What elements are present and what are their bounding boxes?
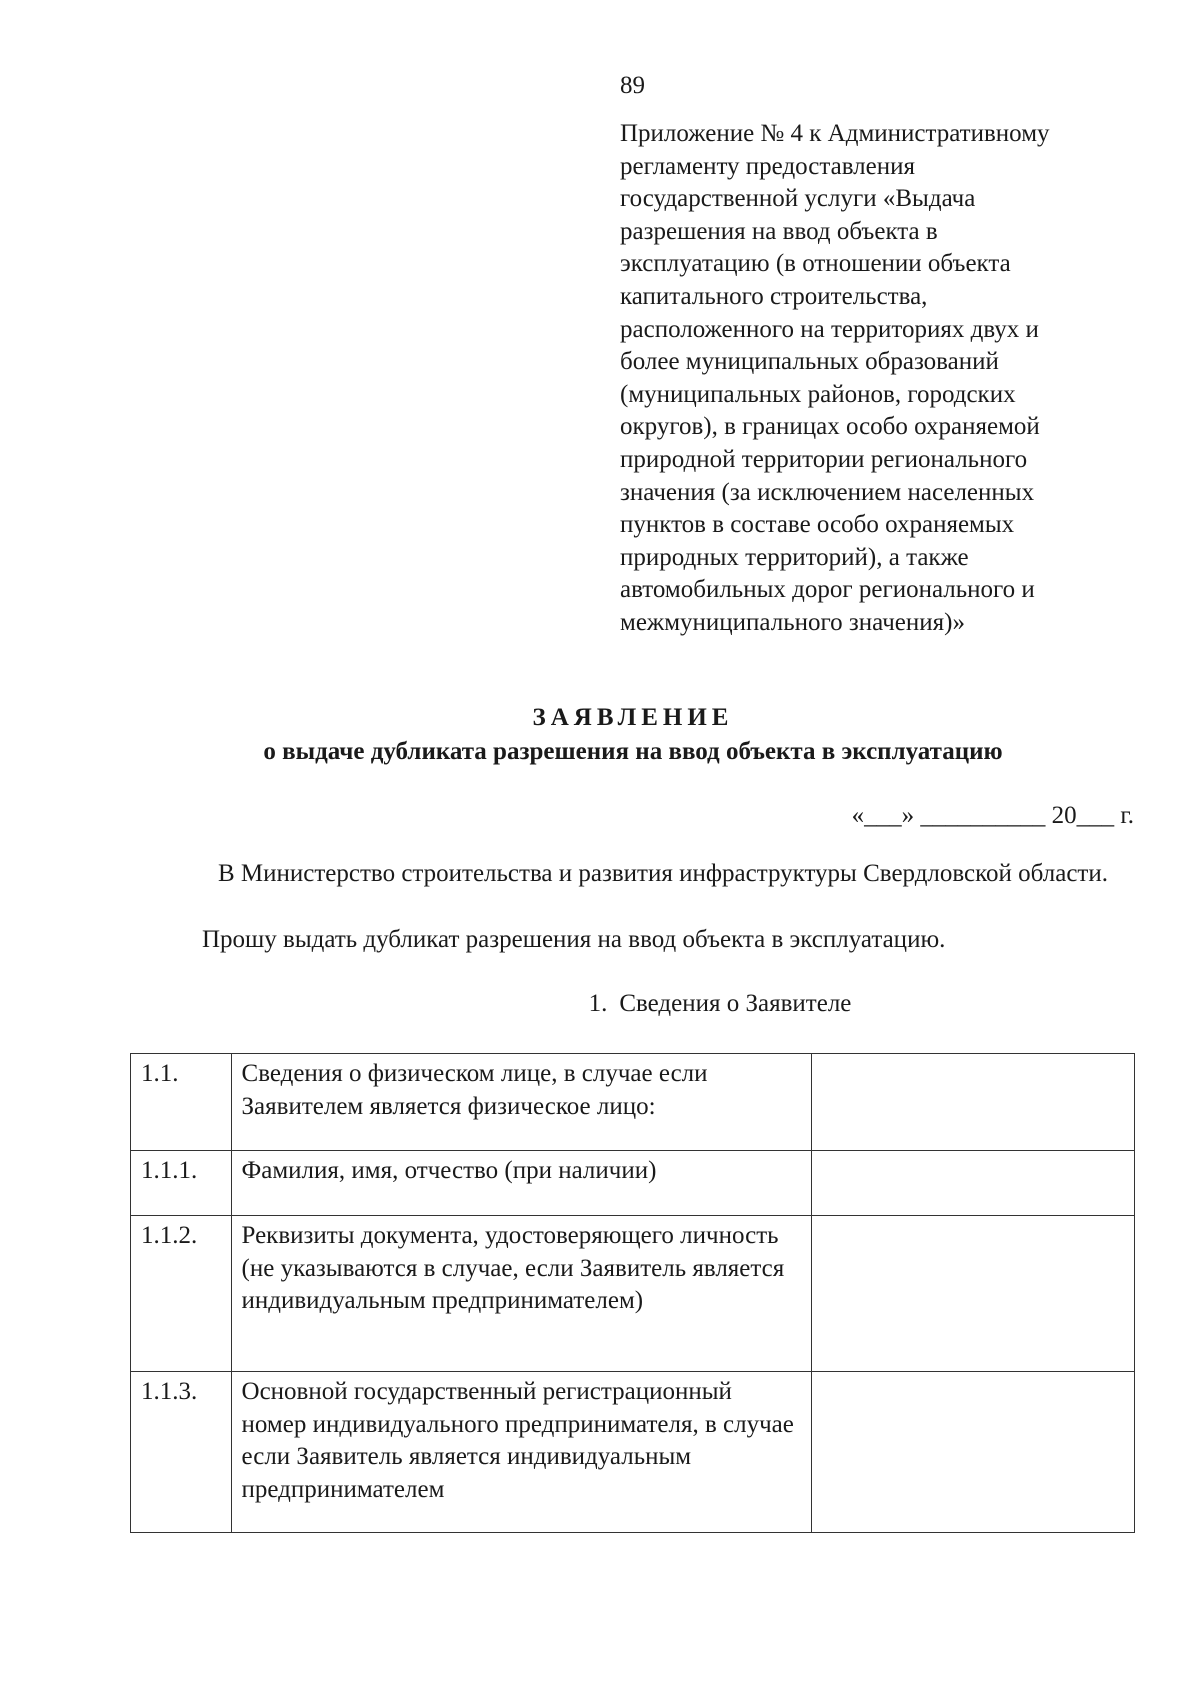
applicant-info-table xyxy=(130,1053,1135,1533)
table-row xyxy=(131,1372,1135,1533)
appendix-note xyxy=(620,118,1140,640)
row-value-cell[interactable] xyxy=(812,1216,1135,1372)
table-row xyxy=(131,1151,1135,1216)
section-heading xyxy=(0,988,1200,1020)
row-number: 1.1.2. xyxy=(131,1216,232,1372)
appendix-line: капитального строительства, xyxy=(620,282,928,310)
appendix-line: округов), в границах особо охраняемой xyxy=(620,413,1040,441)
appendix-line: Приложение № 4 к Административному xyxy=(620,120,1050,147)
appendix-line: пунктов в составе особо охраняемых xyxy=(620,511,1015,539)
row-number: 1.1. xyxy=(131,1054,232,1151)
appendix-line: природной территории регионального xyxy=(620,445,1028,473)
appendix-line: эксплуатацию (в отношении объекта xyxy=(620,250,1011,278)
appendix-line: более муниципальных образований xyxy=(620,348,999,376)
table-row xyxy=(131,1216,1135,1372)
table-row xyxy=(131,1054,1135,1151)
document-title: ЗАЯВЛЕНИЕ xyxy=(532,704,734,731)
appendix-line: регламенту предоставления xyxy=(620,152,916,180)
appendix-line: значения (за исключением населенных xyxy=(620,478,1035,506)
row-description: Сведения о физическом лице, в случае если Заявителем является физическое лицо: xyxy=(231,1054,812,1151)
section-number: 1. xyxy=(588,990,608,1017)
page-number: 89 xyxy=(620,72,645,99)
row-value-cell[interactable] xyxy=(812,1054,1135,1151)
row-description: Реквизиты документа, удостоверяющего личность (не указываются в случае, если Заявитель является индивидуальным предпринимателем) xyxy=(231,1216,812,1372)
row-value-cell[interactable] xyxy=(812,1372,1135,1533)
row-description: Фамилия, имя, отчество (при наличии) xyxy=(231,1151,812,1216)
date-line: «___» __________ 20___ г. xyxy=(851,802,1134,829)
document-subtitle: о выдаче дубликата разрешения на ввод объекта в эксплуатацию xyxy=(263,738,1003,765)
appendix-line: автомобильных дорог регионального и xyxy=(620,576,1035,604)
appendix-line: межмуниципального значения)» xyxy=(620,608,965,636)
appendix-line: природных территорий), а также xyxy=(620,543,969,571)
row-value-cell[interactable] xyxy=(812,1151,1135,1216)
appendix-line: государственной услуги «Выдача xyxy=(620,185,976,213)
request-paragraph: Прошу выдать дубликат разрешения на ввод объекта в эксплуатацию. xyxy=(202,926,946,953)
appendix-line: расположенного на территориях двух и xyxy=(620,315,1039,343)
appendix-line: разрешения на ввод объекта в xyxy=(620,217,938,245)
row-description: Основной государственный регистрационный номер индивидуального предпринимателя, в случае если Заявитель является индивидуальным предпринимателем xyxy=(231,1372,812,1533)
section-title: Сведения о Заявителе xyxy=(619,990,852,1017)
addressee-paragraph: В Министерство строительства и развития инфраструктуры Свердловской области. xyxy=(218,860,1108,887)
appendix-line: (муниципальных районов, городских xyxy=(620,380,1016,408)
row-number: 1.1.1. xyxy=(131,1151,232,1216)
row-number: 1.1.3. xyxy=(131,1372,232,1533)
